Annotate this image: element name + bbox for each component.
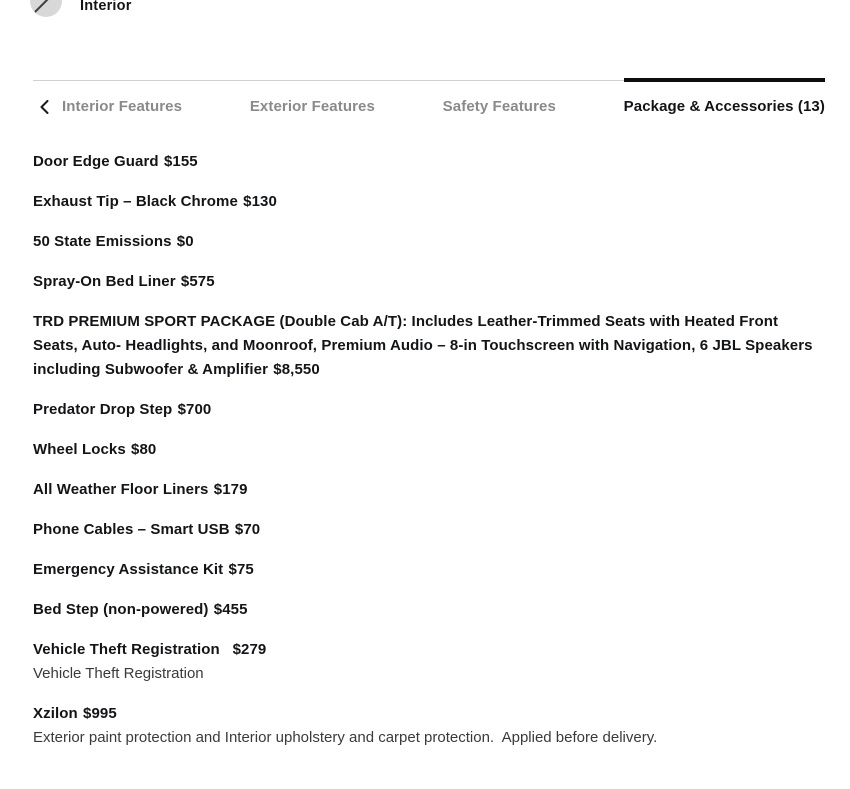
package-item-price: $575	[180, 273, 215, 290]
package-item-name: Emergency Assistance Kit	[33, 561, 224, 578]
package-item-description: Vehicle Theft Registration	[33, 665, 204, 682]
package-item-title	[33, 702, 825, 726]
package-accessories-list	[33, 150, 825, 766]
package-item-price: $179	[213, 481, 248, 498]
package-item-title	[33, 230, 825, 254]
package-item-name: TRD PREMIUM SPORT PACKAGE (Double Cab A/T): Includes Leather-Trimmed Seats with Heated Front Seats, Auto- Headlights, and Moonroof, Premium Audio – 8-in Touchscreen with Navigation, 6 JBL Speakers including Subwoofer & Amplifier	[33, 313, 817, 378]
package-item-price: $80	[131, 441, 157, 458]
tab-package-accessories[interactable]: Package & Accessories (13)	[624, 78, 825, 115]
package-item-title	[33, 190, 825, 214]
chevron-left-icon[interactable]	[40, 100, 49, 114]
package-item-title	[33, 598, 825, 622]
interior-category-icon[interactable]	[30, 0, 62, 17]
package-item-door-edge-guard	[33, 150, 825, 174]
package-item-name: Phone Cables – Smart USB	[33, 521, 230, 538]
package-item-all-weather-floor-liners	[33, 478, 825, 502]
tab-label: Interior Features	[62, 98, 183, 115]
package-item-phone-cables	[33, 518, 825, 542]
package-item-xzilon	[33, 702, 825, 750]
package-item-name: Exhaust Tip – Black Chrome	[33, 193, 238, 210]
package-item-name: Vehicle Theft Registration	[33, 641, 220, 658]
package-item-title	[33, 398, 825, 422]
package-item-price: $279	[232, 641, 267, 658]
tab-safety-features[interactable]: Safety Features	[442, 98, 556, 115]
package-item-title	[33, 310, 825, 382]
package-item-trd-premium-sport-package	[33, 310, 825, 382]
package-item-price: $130	[243, 193, 277, 210]
pencil-slash-icon	[30, 0, 62, 17]
package-item-title	[33, 518, 825, 542]
package-item-wheel-locks	[33, 438, 825, 462]
package-item-price: $75	[228, 561, 254, 578]
tab-interior-features[interactable]	[33, 78, 182, 115]
package-item-name: 50 State Emissions	[33, 233, 172, 250]
features-tabbar	[33, 78, 825, 115]
package-item-title	[33, 270, 825, 294]
package-item-title	[33, 438, 825, 462]
package-item-price: $8,550	[273, 361, 320, 378]
package-item-name: Wheel Locks	[33, 441, 126, 458]
package-item-price: $700	[177, 401, 212, 418]
package-item-title	[33, 478, 825, 502]
package-item-name: Predator Drop Step	[33, 401, 173, 418]
package-item-predator-drop-step	[33, 398, 825, 422]
package-item-title	[33, 150, 825, 174]
package-item-50-state-emissions	[33, 230, 825, 254]
package-item-bed-step	[33, 598, 825, 622]
package-item-exhaust-tip	[33, 190, 825, 214]
package-item-emergency-assistance-kit	[33, 558, 825, 582]
package-item-name: Bed Step (non-powered)	[33, 601, 209, 618]
package-item-description: Exterior paint protection and Interior upholstery and carpet protection. Applied before delivery.	[33, 729, 658, 746]
package-item-name: Xzilon	[33, 705, 78, 722]
package-item-price: $995	[83, 705, 117, 722]
package-item-price: $155	[163, 153, 198, 170]
category-label: Interior	[80, 0, 132, 14]
package-item-spray-on-bed-liner	[33, 270, 825, 294]
package-item-price: $455	[213, 601, 248, 618]
package-item-title	[33, 558, 825, 582]
package-item-name: All Weather Floor Liners	[33, 481, 209, 498]
package-item-name: Door Edge Guard	[33, 153, 159, 170]
package-item-price: $70	[234, 521, 261, 538]
tab-exterior-features[interactable]: Exterior Features	[249, 98, 375, 115]
package-item-title	[33, 638, 825, 662]
package-item-price: $0	[176, 233, 194, 250]
package-item-name: Spray-On Bed Liner	[33, 273, 176, 290]
package-item-vehicle-theft-registration	[33, 638, 825, 686]
